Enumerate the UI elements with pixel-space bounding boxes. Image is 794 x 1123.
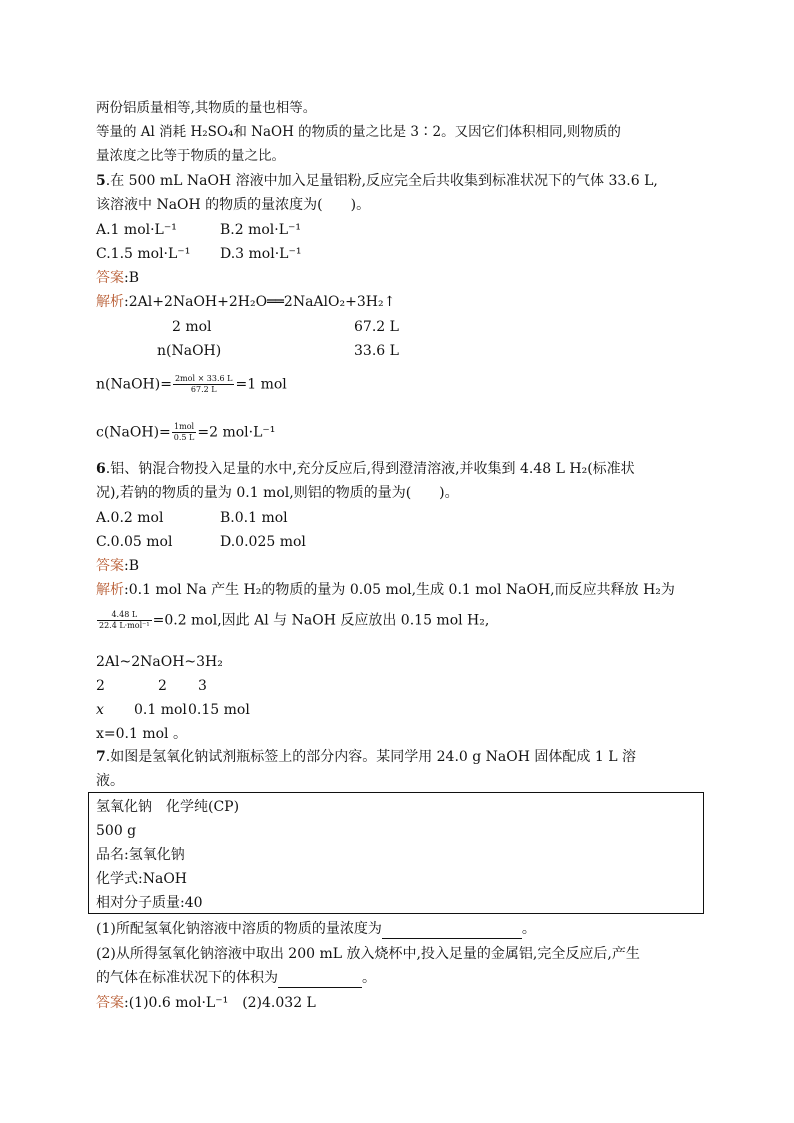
q5-calc1-denominator: 67.2 L	[190, 385, 217, 394]
reagent-label-box	[88, 792, 704, 914]
q6-answer-value: :B	[124, 558, 140, 574]
q7-sub-question-1	[96, 919, 536, 939]
q7-answer-value: :(1)0.6 mol·L⁻¹ (2)4.032 L	[124, 995, 316, 1011]
q5-row1-left: 2 mol	[172, 319, 212, 335]
q5-analysis-label: 解析	[96, 294, 124, 310]
q6-option-c: C.0.05 mol	[96, 534, 173, 550]
q6-ratio-row1-c: 3	[198, 678, 207, 694]
q5-equation: :2Al+2NaOH+2H₂O══2NaAlO₂+3H₂↑	[124, 294, 396, 310]
q6-option-a: A.0.2 mol	[96, 510, 164, 526]
q6-ratio-row2-c: 0.15 mol	[188, 702, 250, 718]
q7-number: 7	[96, 749, 106, 765]
q6-fraction-denominator: 22.4 L·mol⁻¹	[99, 621, 150, 630]
q6-fraction	[97, 610, 152, 631]
q6-stem-line-2: 况),若钠的物质的量为 0.1 mol,则铝的物质的量为( )。	[96, 485, 459, 501]
q6-stem-line-1	[96, 459, 635, 479]
q5-calc2-denominator: 0.5 L	[173, 433, 195, 442]
q6-analysis-line-2	[96, 610, 489, 631]
q5-calc2-fraction	[172, 422, 197, 443]
reagent-label-line-1: 氢氧化钠 化学纯(CP)	[96, 799, 240, 815]
q5-calc1-fraction	[173, 374, 235, 395]
q6-analysis-text-1: :0.1 mol Na 产生 H₂的物质的量为 0.05 mol,生成 0.1 mol NaOH,而反应共释放 H₂为	[124, 582, 675, 598]
q7-answer-label: 答案	[96, 995, 124, 1011]
reagent-label-line-4: 化学式:NaOH	[96, 871, 187, 887]
q6-fraction-numerator: 4.48 L	[97, 610, 152, 621]
q5-stem-line-1	[96, 171, 658, 191]
q5-option-c: C.1.5 mol·L⁻¹	[96, 246, 191, 262]
q5-option-d: D.3 mol·L⁻¹	[220, 246, 302, 262]
q7-sub-question-2-line-2	[96, 968, 376, 988]
q5-stem-line-2: 该溶液中 NaOH 的物质的量浓度为( )。	[96, 197, 371, 213]
q7-sub2-blank[interactable]	[278, 973, 362, 988]
q7-stem-text-1: .如图是氢氧化钠试剂瓶标签上的部分内容。某同学用 24.0 g NaOH 固体配成 1 L 溶	[105, 749, 636, 765]
q7-sub1-end: 。	[521, 921, 536, 937]
intro-line-1: 两份铝质量相等,其物质的量也相等。	[96, 100, 317, 116]
q5-row1-right: 67.2 L	[354, 319, 399, 335]
q5-answer-value: :B	[124, 270, 140, 286]
q5-row2-right: 33.6 L	[354, 343, 399, 359]
q6-option-b: B.0.1 mol	[220, 510, 288, 526]
q7-stem-line-1	[96, 747, 636, 767]
q7-answer	[96, 993, 316, 1013]
q6-result: x=0.1 mol 。	[96, 726, 187, 742]
q7-sub1-text: (1)所配氢氧化钠溶液中溶质的物质的量浓度为	[96, 921, 382, 937]
q6-ratio-row2-b: 0.1 mol	[134, 702, 187, 718]
q5-answer	[96, 268, 139, 288]
q6-stem-text-1: .铝、钠混合物投入足量的水中,充分反应后,得到澄清溶液,并收集到 4.48 L H₂(标准状	[105, 461, 635, 477]
q5-calc2-suffix: =2 mol·L⁻¹	[197, 424, 276, 441]
q5-option-b: B.2 mol·L⁻¹	[220, 222, 302, 238]
q5-calc-1	[96, 374, 287, 395]
q5-number: 5	[96, 173, 106, 189]
q5-analysis-equation	[96, 292, 395, 312]
q7-sub2-end: 。	[362, 970, 376, 986]
intro-line-3: 量浓度之比等于物质的量之比。	[96, 148, 285, 164]
q6-ratio-row1-b: 2	[158, 678, 167, 694]
reagent-label-line-2: 500 g	[96, 823, 137, 839]
q6-analysis-line-1	[96, 580, 675, 600]
q5-calc1-suffix: =1 mol	[235, 376, 287, 393]
q5-calc1-prefix: n(NaOH)=	[96, 376, 172, 393]
reagent-label-line-3: 品名:氢氧化钠	[96, 847, 185, 863]
q6-answer-label: 答案	[96, 558, 124, 574]
q5-calc2-prefix: c(NaOH)=	[96, 424, 171, 441]
q5-option-a: A.1 mol·L⁻¹	[96, 222, 177, 238]
q6-analysis-label: 解析	[96, 582, 124, 598]
q6-ratio-row2-a: x	[96, 702, 104, 718]
q7-sub1-blank[interactable]	[382, 924, 522, 939]
q6-ratio-row1-a: 2	[96, 678, 105, 694]
q6-ratio: 2Al~2NaOH~3H₂	[96, 654, 223, 670]
reagent-label-line-5: 相对分子质量:40	[96, 895, 203, 911]
q5-calc-2	[96, 422, 275, 443]
q6-analysis-text-2: =0.2 mol,因此 Al 与 NaOH 反应放出 0.15 mol H₂,	[152, 612, 490, 629]
q6-number: 6	[96, 461, 106, 477]
intro-line-2: 等量的 Al 消耗 H₂SO₄和 NaOH 的物质的量之比是 3∶2。又因它们体积相同,则物质的	[96, 124, 621, 140]
q5-stem-text-1: .在 500 mL NaOH 溶液中加入足量铝粉,反应完全后共收集到标准状况下的气体 33.6 L,	[105, 173, 658, 189]
q7-sub-question-2-line-1: (2)从所得氢氧化钠溶液中取出 200 mL 放入烧杯中,投入足量的金属铝,完全反应后,产生	[96, 946, 640, 962]
q6-option-d: D.0.025 mol	[220, 534, 306, 550]
q7-stem-line-2: 液。	[96, 773, 124, 789]
q6-answer	[96, 556, 139, 576]
q5-answer-label: 答案	[96, 270, 124, 286]
q7-sub2-text: 的气体在标准状况下的体积为	[96, 970, 278, 986]
q5-calc2-numerator: 1mol	[172, 422, 197, 433]
q5-calc1-numerator: 2mol × 33.6 L	[174, 374, 233, 383]
q5-row2-left: n(NaOH)	[157, 343, 222, 359]
